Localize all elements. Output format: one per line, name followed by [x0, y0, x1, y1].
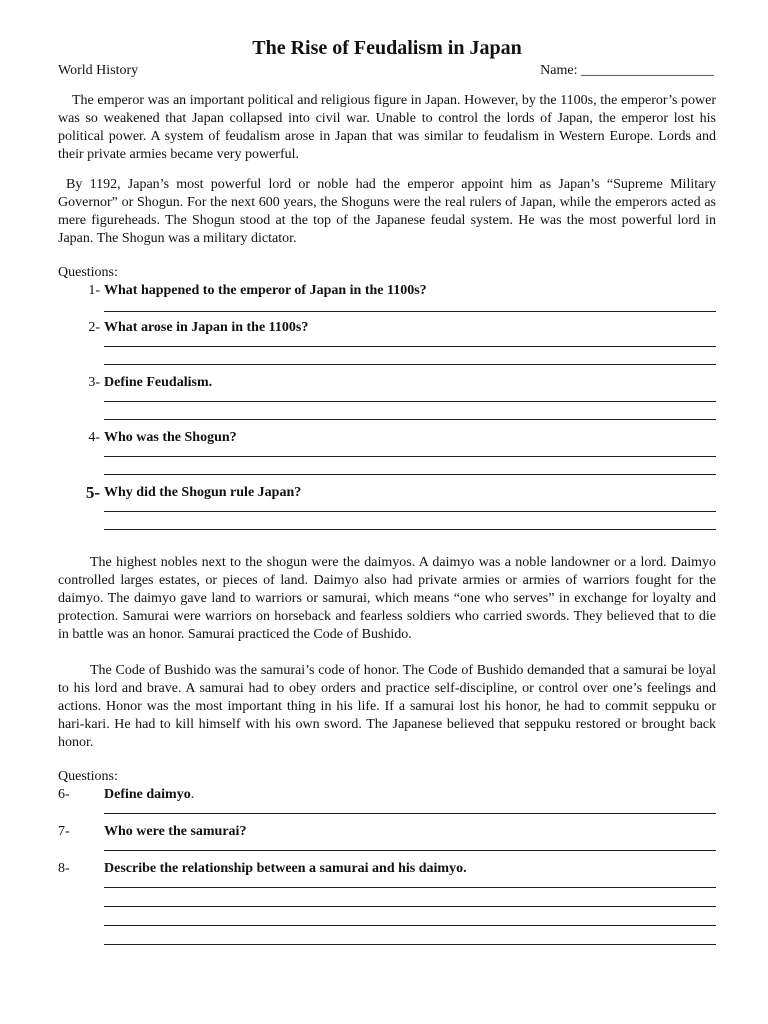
question-text: What happened to the emperor of Japan in the 1100s?	[104, 283, 427, 298]
answer-line[interactable]	[104, 926, 716, 945]
answer-line[interactable]	[104, 878, 716, 888]
question-number: 7-	[58, 824, 70, 839]
question-2	[58, 319, 716, 337]
paragraph-text: The highest nobles next to the shogun were the daimyos. A daimyo was a noble landowner or a lord. Daimyo controlled larges estates, or pieces of land. Daimyo also had private armies or armies of warriors fought for the daimyo. The daimyo gave land to warriors or samurai, which means “one who serves” in exchange for loyalty and protection. Samurai were warriors on horseback and fearless soldiers who carried swords. They believed that to die in battle was an honor. Samurai practiced the Code of Bushido.	[58, 555, 716, 642]
answer-line[interactable]	[104, 300, 716, 312]
question-number: 1-	[88, 283, 100, 298]
question-4	[58, 429, 716, 447]
question-5	[58, 484, 716, 502]
question-text: Who was the Shogun?	[104, 430, 237, 445]
question-1	[58, 282, 716, 300]
answer-line[interactable]	[104, 502, 716, 512]
page-title: The Rise of Feudalism in Japan	[252, 37, 522, 59]
answer-line[interactable]	[104, 447, 716, 457]
paragraph-emperor	[58, 92, 716, 164]
question-number: 2-	[88, 320, 100, 335]
question-text: What arose in Japan in the 1100s?	[104, 320, 309, 335]
header-row	[58, 62, 716, 80]
question-number: 3-	[88, 375, 100, 390]
worksheet-page	[58, 36, 716, 945]
subject-label: World History	[58, 63, 139, 78]
question-number: 6-	[58, 787, 70, 802]
answer-line[interactable]	[104, 337, 716, 347]
paragraph-shogun	[58, 176, 716, 248]
answer-line[interactable]	[104, 841, 716, 851]
question-suffix: .	[190, 787, 195, 802]
answer-line[interactable]	[104, 457, 716, 475]
paragraph-text: By 1192, Japan’s most powerful lord or noble had the emperor appoint him as Japan’s “Supreme Military Governor” or Shogun. For the next 600 years, the Shoguns were the real rulers of Japan, while the emperors acted as mere figureheads. The Shogun stood at the top of the Japanese feudal system. He was the most powerful lord in Japan. The Shogun was a military dictator.	[58, 177, 716, 246]
answer-line[interactable]	[104, 392, 716, 402]
name-field-label: Name: ___________________	[540, 63, 714, 78]
answer-line[interactable]	[104, 888, 716, 907]
answer-line[interactable]	[104, 804, 716, 814]
question-7	[58, 823, 716, 841]
question-text: Define daimyo	[104, 787, 191, 802]
question-3	[58, 374, 716, 392]
question-text: Who were the samurai?	[104, 824, 247, 839]
question-text: Describe the relationship between a samurai and his daimyo.	[104, 861, 467, 876]
question-number: 5-	[85, 483, 100, 502]
paragraph-text: The Code of Bushido was the samurai’s code of honor. The Code of Bushido demanded that a samurai be loyal to his lord and brave. A samurai had to obey orders and practice self-discipline, or control over one’s feelings and actions. Honor was the most important thing in his life. If a samurai lost his honor, he had to commit seppuku or hari-kari. He had to kill himself with his own sword. The Japanese believed that seppuku restored or brought back honor.	[58, 663, 716, 750]
question-8	[58, 860, 716, 878]
question-number: 4-	[88, 430, 100, 445]
paragraph-text: The emperor was an important political and religious figure in Japan. However, by the 1100s, the emperor’s power was so weakened that Japan collapsed into civil war. Unable to control the lords of Japan, the emperor lost his political power. A system of feudalism arose in Japan that was similar to feudalism in Western Europe. Lords and their private armies became very powerful.	[58, 93, 716, 162]
questions-heading-1: Questions:	[58, 265, 118, 280]
questions-heading-2: Questions:	[58, 769, 118, 784]
question-text: Define Feudalism.	[104, 375, 213, 390]
paragraph-daimyo	[58, 554, 716, 644]
answer-line[interactable]	[104, 907, 716, 926]
answer-line[interactable]	[104, 512, 716, 530]
paragraph-bushido	[58, 662, 716, 752]
answer-line[interactable]	[104, 347, 716, 365]
question-number: 8-	[58, 861, 70, 876]
question-text: Why did the Shogun rule Japan?	[104, 485, 302, 500]
question-text-wrap	[104, 786, 194, 804]
answer-line[interactable]	[104, 402, 716, 420]
question-6	[58, 786, 716, 804]
